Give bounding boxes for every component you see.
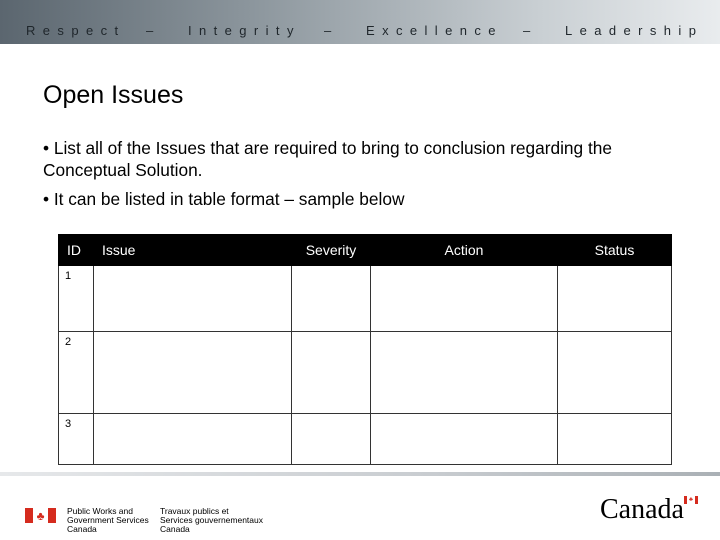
value-respect: Respect (26, 23, 126, 38)
separator: – (324, 23, 332, 38)
column-header-severity: Severity (292, 235, 371, 266)
footer-divider (0, 472, 720, 476)
value-excellence: Excellence (366, 23, 503, 38)
table-row (59, 266, 672, 332)
header-banner (0, 0, 720, 44)
separator: – (523, 23, 531, 38)
column-header-status: Status (558, 235, 672, 266)
table-row (59, 414, 672, 465)
dept-line: Travaux publics et (160, 506, 229, 516)
cell-action (371, 332, 558, 414)
cell-issue (94, 266, 292, 332)
value-leadership: Leadership (565, 23, 704, 38)
column-header-id: ID (59, 235, 94, 266)
cell-severity (292, 266, 371, 332)
canada-flag-icon: ♣ (25, 508, 56, 523)
column-header-action: Action (371, 235, 558, 266)
cell-status (558, 332, 672, 414)
cell-issue (94, 414, 292, 465)
cell-severity (292, 414, 371, 465)
dept-line: Government Services (67, 515, 149, 525)
canada-wordmark: Canada (600, 494, 684, 525)
values-banner (26, 23, 706, 41)
cell-id: 2 (59, 332, 94, 414)
bullet-item: • It can be listed in table format – sample below (43, 189, 405, 209)
separator: – (146, 23, 154, 38)
cell-id: 3 (59, 414, 94, 465)
dept-line: Canada (160, 524, 190, 534)
wordmark-flag-icon: ♣ (684, 496, 698, 504)
cell-id: 1 (59, 266, 94, 332)
dept-line: Canada (67, 524, 97, 534)
cell-action (371, 266, 558, 332)
department-name-french (160, 507, 263, 534)
bullet-list (43, 137, 683, 217)
value-integrity: Integrity (188, 23, 301, 38)
page-title: Open Issues (43, 81, 184, 109)
table-header-row (59, 235, 672, 266)
cell-issue (94, 332, 292, 414)
dept-line: Public Works and (67, 506, 133, 516)
department-name-english (67, 507, 149, 534)
dept-line: Services gouvernementaux (160, 515, 264, 525)
cell-status (558, 266, 672, 332)
table-row (59, 332, 672, 414)
cell-action (371, 414, 558, 465)
cell-severity (292, 332, 371, 414)
cell-status (558, 414, 672, 465)
bullet-item: • List all of the Issues that are required to bring to conclusion regarding the Conceptual Solution. (43, 138, 612, 180)
issues-table (58, 234, 672, 465)
column-header-issue: Issue (94, 235, 292, 266)
